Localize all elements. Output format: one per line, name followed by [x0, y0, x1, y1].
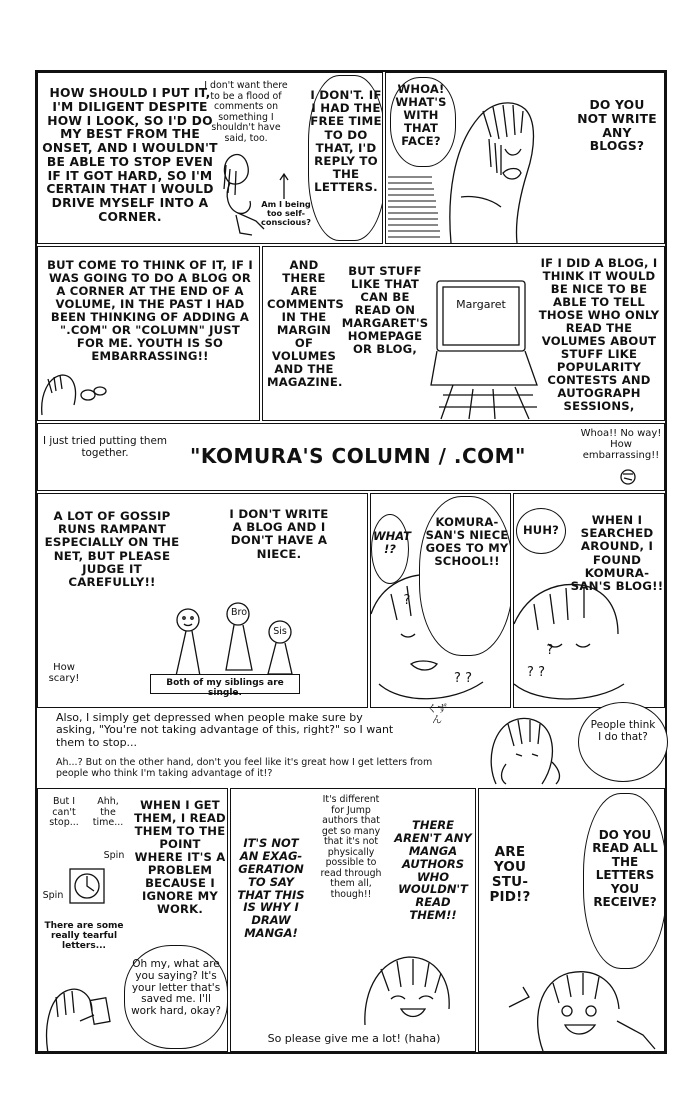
no-authors-text: THERE AREN'T ANY MANGA AUTHORS WHO WOULDN'T READ THEM!! — [394, 818, 472, 923]
if-did-blog-text: IF I DID A BLOG, I THINK IT WOULD BE NICE TO BE ABLE TO TELL THOSE WHO ONLY READ THE VOLUMES ABOUT STUFF LIKE POPULARITY CONTESTS AND AUTOGRAPH SESSIONS, — [538, 256, 660, 413]
question-mark-3: ? — [546, 643, 554, 658]
read-all-letters-text: DO YOU READ ALL THE LETTERS YOU RECEIVE? — [592, 828, 658, 910]
panel-1-1 — [37, 72, 383, 244]
jump-authors-text: It's different for Jump authors that get so many that it's not physically possible to read through them all, though!! — [320, 794, 382, 900]
question-mark-1: ? — [403, 593, 411, 608]
panel-title-strip — [37, 423, 665, 491]
narration-corner: BUT COME TO THINK OF IT, IF I WAS GOING TO DO A BLOG OR A CORNER AT THE END OF A VOLUME, IN THE PAST I HAD BEEN THINKING OF ADDING A ".COM" OR "COLUMN" JUST FOR ME. YOUTH IS SO EMBARRASSING!! — [47, 258, 253, 363]
panel-4-2 — [370, 493, 511, 708]
sulk-sfx: くずん — [427, 704, 447, 727]
laptop-screen-label: Margaret — [456, 298, 506, 311]
what-text: WHAT !? — [373, 529, 411, 556]
no-niece-text: I DON'T WRITE A BLOG AND I DON'T HAVE A NIECE. — [229, 507, 329, 561]
cant-stop-text: But I can't stop... — [49, 796, 79, 829]
huh-text: HUH? — [522, 523, 560, 537]
gossip-text: A LOT OF GOSSIP RUNS RAMPANT ESPECIALLY ON THE NET, BUT PLEASE JUDGE IT CAREFULLY!! — [44, 509, 180, 590]
spin-label-2: Spin — [42, 890, 64, 901]
crying-author — [42, 969, 114, 1052]
clock-icon — [68, 867, 108, 907]
oh-my-text: Oh my, what are you saying? It's your letter that's saved me. I'll work hard, okay? — [131, 958, 221, 1017]
ahh-time-text: Ahh, the time... — [92, 796, 124, 829]
panel-4-3 — [513, 493, 665, 708]
question-marks-4: ? ? — [527, 665, 545, 680]
homepage-blog-text: BUT STUFF LIKE THAT CAN BE READ ON MARGARET'S HOMEPAGE OR BLOG, — [341, 264, 429, 356]
narration-diligent: HOW SHOULD I PUT IT, I'M DILIGENT DESPITE HOW I LOOK, SO I'D DO MY BEST FROM THE ONSET, AND I WOULDN'T BE ABLE TO STOP EVEN IF IT GOT HARD, SO I'M CERTAIN THAT I WOULD DRIVE MYSELF INTO A CORNER. — [42, 86, 218, 224]
panel-1-2 — [385, 72, 665, 244]
how-scary-text: How scary! — [48, 662, 80, 685]
tearful-letters-text: There are some really tearful letters... — [44, 921, 124, 952]
siblings-single-text: Both of my siblings are single. — [166, 678, 284, 699]
advantage-note: Ah...? But on the other hand, don't you feel like it's great how I get letters from people who think I'm taking advantage of it!? — [56, 757, 433, 779]
author-small-figure — [38, 365, 108, 417]
komura-column-title: "KOMURA'S COLUMN / .COM" — [190, 444, 526, 468]
depressed-note: Also, I simply get depressed when people make sure by asking, "You're not taking advantage of this, right?" so I want them to stop... — [56, 711, 394, 749]
no-blogs-question: DO YOU NOT WRITE ANY BLOGS? — [577, 98, 657, 154]
tiny-author-face — [618, 468, 638, 486]
are-you-stupid-text: ARE YOU STU-PID!? — [489, 844, 531, 906]
people-think-text: People think I do that? — [590, 719, 656, 743]
spin-label-1: Spin — [103, 850, 125, 861]
embarrassing-note: Whoa!! No way! How embarrassing!! — [580, 428, 662, 462]
niece-school-text: KOMURA-SAN'S NIECE GOES TO MY SCHOOL!! — [425, 515, 509, 568]
aside-flood-comments: I don't want there to be a flood of comments on something I shouldn't have said, too. — [204, 80, 288, 144]
sis-label: Sis — [273, 626, 287, 637]
tried-putting-note: I just tried putting them together. — [42, 435, 168, 459]
laughing-author — [361, 949, 457, 1025]
get-them-text: WHEN I GET THEM, I READ THEM TO THE POINT WHERE IT'S A PROBLEM BECAUSE I IGNORE MY WORK. — [134, 798, 226, 916]
sulking-author — [456, 702, 566, 786]
whoa-face-text: WHOA! WHAT'S WITH THAT FACE? — [395, 82, 447, 148]
panel-2-1 — [37, 246, 260, 421]
question-marks-2: ? ? — [454, 671, 472, 686]
panel-2-2 — [262, 246, 665, 421]
panel-5-3 — [478, 788, 665, 1052]
panel-4-1 — [37, 493, 368, 708]
give-me-a-lot-text: So please give me a lot! (haha) — [267, 1032, 441, 1045]
self-conscious-note: Am I being too self-conscious? — [261, 199, 311, 228]
arrow-pointer — [278, 171, 290, 199]
shouting-author — [509, 939, 659, 1052]
panel-5-2 — [230, 788, 476, 1052]
panel-5-1 — [37, 788, 228, 1052]
comments-margin-text: AND THERE ARE COMMENTS IN THE MARGIN OF VOLUMES AND THE MAGAZINE. — [267, 258, 344, 389]
bro-label: Bro — [230, 607, 248, 618]
exaggeration-text: IT'S NOT AN EXAG-GERATION TO SAY THAT THIS IS WHY I DRAW MANGA! — [237, 836, 305, 941]
found-blog-text: WHEN I SEARCHED AROUND, I FOUND KOMURA-SAN'S BLOG!! — [570, 513, 664, 594]
reply-letters-text: I DON'T. IF I HAD THE FREE TIME TO DO THAT, I'D REPLY TO THE LETTERS. — [310, 88, 382, 195]
